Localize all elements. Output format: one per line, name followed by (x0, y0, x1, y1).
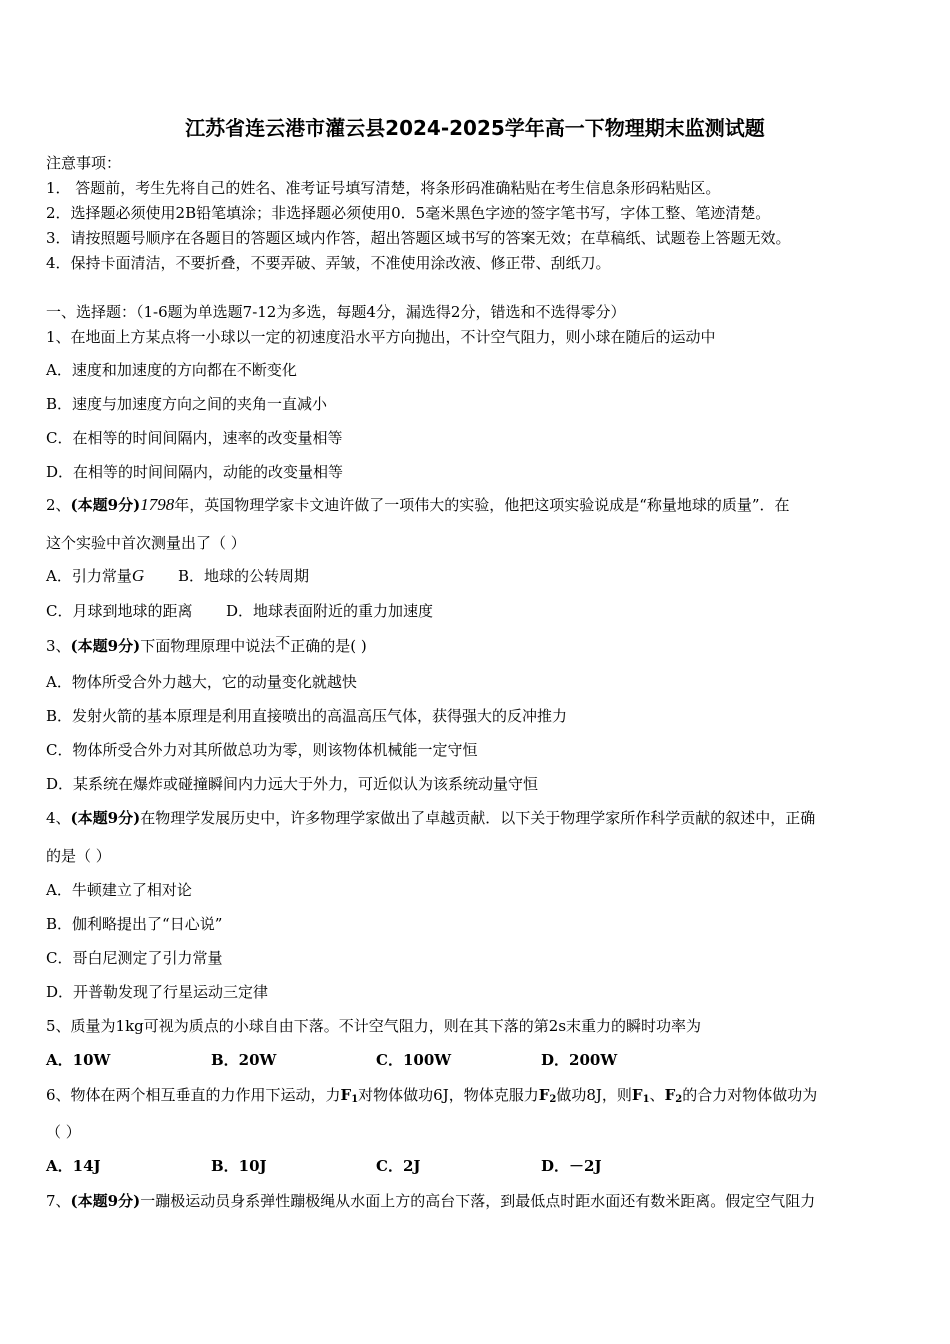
question-1-option-b: B．速度与加速度方向之间的夹角一直减小 (46, 395, 328, 413)
question-3-stem (46, 636, 367, 656)
question-5-option-d: D．200W (541, 1051, 618, 1069)
question-6-option-c: C．2J (376, 1157, 421, 1175)
question-2-year: 1798 (140, 495, 175, 514)
question-6-f1-letter: F (340, 1086, 352, 1104)
question-4-stem (46, 808, 815, 828)
question-3-tag: (本题9分) (70, 637, 141, 655)
question-6-f1-sub: 1 (351, 1094, 359, 1105)
question-6-text-1: 6、物体在两个相互垂直的力作用下运动，力 (46, 1086, 341, 1104)
question-6-option-a: A．14J (46, 1157, 101, 1175)
question-6-f1 (341, 1086, 359, 1104)
section-heading: 一、选择题：（1-6题为单选题7-12为多选，每题4分，漏选得2分，错选和不选得零分） (46, 303, 626, 321)
question-3-option-d: D．某系统在爆炸或碰撞瞬间内力远大于外力，可近似认为该系统动量守恒 (46, 775, 539, 793)
question-4-option-b: B．伽利略提出了“日心说” (46, 915, 223, 933)
question-2-option-a-symbol: G (131, 566, 145, 585)
question-6-f1b-sub: 1 (642, 1094, 650, 1105)
question-7-tag: (本题9分) (70, 1192, 141, 1210)
question-6-stem (46, 1085, 817, 1110)
question-6-f2 (539, 1086, 557, 1104)
question-6-f2-sub: 2 (549, 1094, 557, 1105)
question-3-stem-end: 正确的是( ) (290, 637, 367, 655)
question-4-option-a: A．牛顿建立了相对论 (46, 881, 192, 899)
question-4-number: 4、 (46, 809, 71, 827)
question-4-option-d: D．开普勒发现了行星运动三定律 (46, 983, 269, 1001)
page-title: 江苏省连云港市灌云县2024-2025学年高一下物理期末监测试题 (185, 116, 765, 140)
question-7-stem (46, 1191, 815, 1211)
question-2-option-a (46, 566, 144, 586)
question-3-stem-text: 下面物理原理中说法 (140, 637, 276, 655)
question-6-f2-letter: F (538, 1086, 550, 1104)
question-6-f2b (665, 1086, 683, 1104)
question-7-number: 7、 (46, 1192, 71, 1210)
question-3-option-b: B．发射火箭的基本原理是利用直接喷出的高温高压气体，获得强大的反冲推力 (46, 707, 568, 725)
question-5-option-a: A．10W (46, 1051, 111, 1069)
question-5-option-c: C．100W (376, 1051, 452, 1069)
question-6-text-5: 的合力对物体做功为 (682, 1086, 818, 1104)
question-3-number: 3、 (46, 637, 71, 655)
question-6-option-d: D．－2J (541, 1157, 602, 1175)
question-6-text-3: 做功8J，则 (556, 1086, 632, 1104)
question-7-stem-text: 一蹦极运动员身系弹性蹦极绳从水面上方的高台下落，到最低点时距水面还有数米距离。假定空气阻力 (140, 1192, 816, 1210)
question-2-stem (46, 495, 790, 515)
notice-item-1: 1． 答题前，考生先将自己的姓名、准考证号填写清楚，将条形码准确粘贴在考生信息条形码粘贴区。 (46, 179, 721, 197)
question-6-stem-line2: （ ） (46, 1123, 81, 1141)
question-2-option-b: B．地球的公转周期 (178, 567, 310, 585)
question-3-option-a: A．物体所受合外力越大，它的动量变化就越快 (46, 673, 357, 691)
question-4-stem-text: 在物理学发展历史中，许多物理学家做出了卓越贡献．以下关于物理学家所作科学贡献的叙述中，正确 (140, 809, 816, 827)
question-6-f1b (632, 1086, 650, 1104)
question-1-option-a: A．速度和加速度的方向都在不断变化 (46, 361, 297, 379)
question-2-stem-line2: 这个实验中首次测量出了（ ） (46, 534, 246, 552)
question-1-option-c: C．在相等的时间间隔内，速率的改变量相等 (46, 429, 343, 447)
question-2-option-c: C．月球到地球的距离 (46, 602, 193, 620)
question-6-f2b-letter: F (664, 1086, 676, 1104)
question-2-stem-text: 年，英国物理学家卡文迪许做了一项伟大的实验，他把这项实验说成是“称量地球的质量”．在 (174, 496, 790, 514)
question-3-option-c: C．物体所受合外力对其所做总功为零，则该物体机械能一定守恒 (46, 741, 478, 759)
question-6-text-4: 、 (649, 1086, 665, 1104)
question-1-stem: 1、在地面上方某点将一小球以一定的初速度沿水平方向抛出，不计空气阻力，则小球在随后的运动中 (46, 328, 716, 346)
notice-item-4: 4．保持卡面清洁，不要折叠，不要弄破、弄皱，不准使用涂改液、修正带、刮纸刀。 (46, 254, 611, 272)
question-3-not: 不 (275, 634, 291, 652)
notice-heading: 注意事项： (46, 154, 122, 172)
question-5-stem: 5、质量为1kg可视为质点的小球自由下落。不计空气阻力，则在其下落的第2s末重力的瞬时功率为 (46, 1017, 702, 1035)
question-1-option-d: D．在相等的时间间隔内，动能的改变量相等 (46, 463, 344, 481)
question-6-option-b: B．10J (211, 1157, 267, 1175)
question-2-option-d: D．地球表面附近的重力加速度 (226, 602, 434, 620)
notice-item-2: 2．选择题必须使用2B铅笔填涂；非选择题必须使用0．5毫米黑色字迹的签字笔书写，字体工整、笔迹清楚。 (46, 204, 771, 222)
question-6-f2b-sub: 2 (675, 1094, 683, 1105)
notice-item-3: 3．请按照题号顺序在各题目的答题区域内作答，超出答题区域书写的答案无效；在草稿纸、试题卷上答题无效。 (46, 229, 791, 247)
question-4-option-c: C．哥白尼测定了引力常量 (46, 949, 223, 967)
question-2-tag: (本题9分) (70, 496, 141, 514)
question-4-stem-line2: 的是（ ） (46, 847, 111, 865)
question-4-tag: (本题9分) (70, 809, 141, 827)
question-5-option-b: B．20W (211, 1051, 277, 1069)
question-2-number: 2、 (46, 496, 71, 514)
question-2-option-a-label: A．引力常量 (46, 567, 132, 585)
question-6-f1b-letter: F (631, 1086, 643, 1104)
question-6-text-2: 对物体做功6J，物体克服力 (358, 1086, 539, 1104)
